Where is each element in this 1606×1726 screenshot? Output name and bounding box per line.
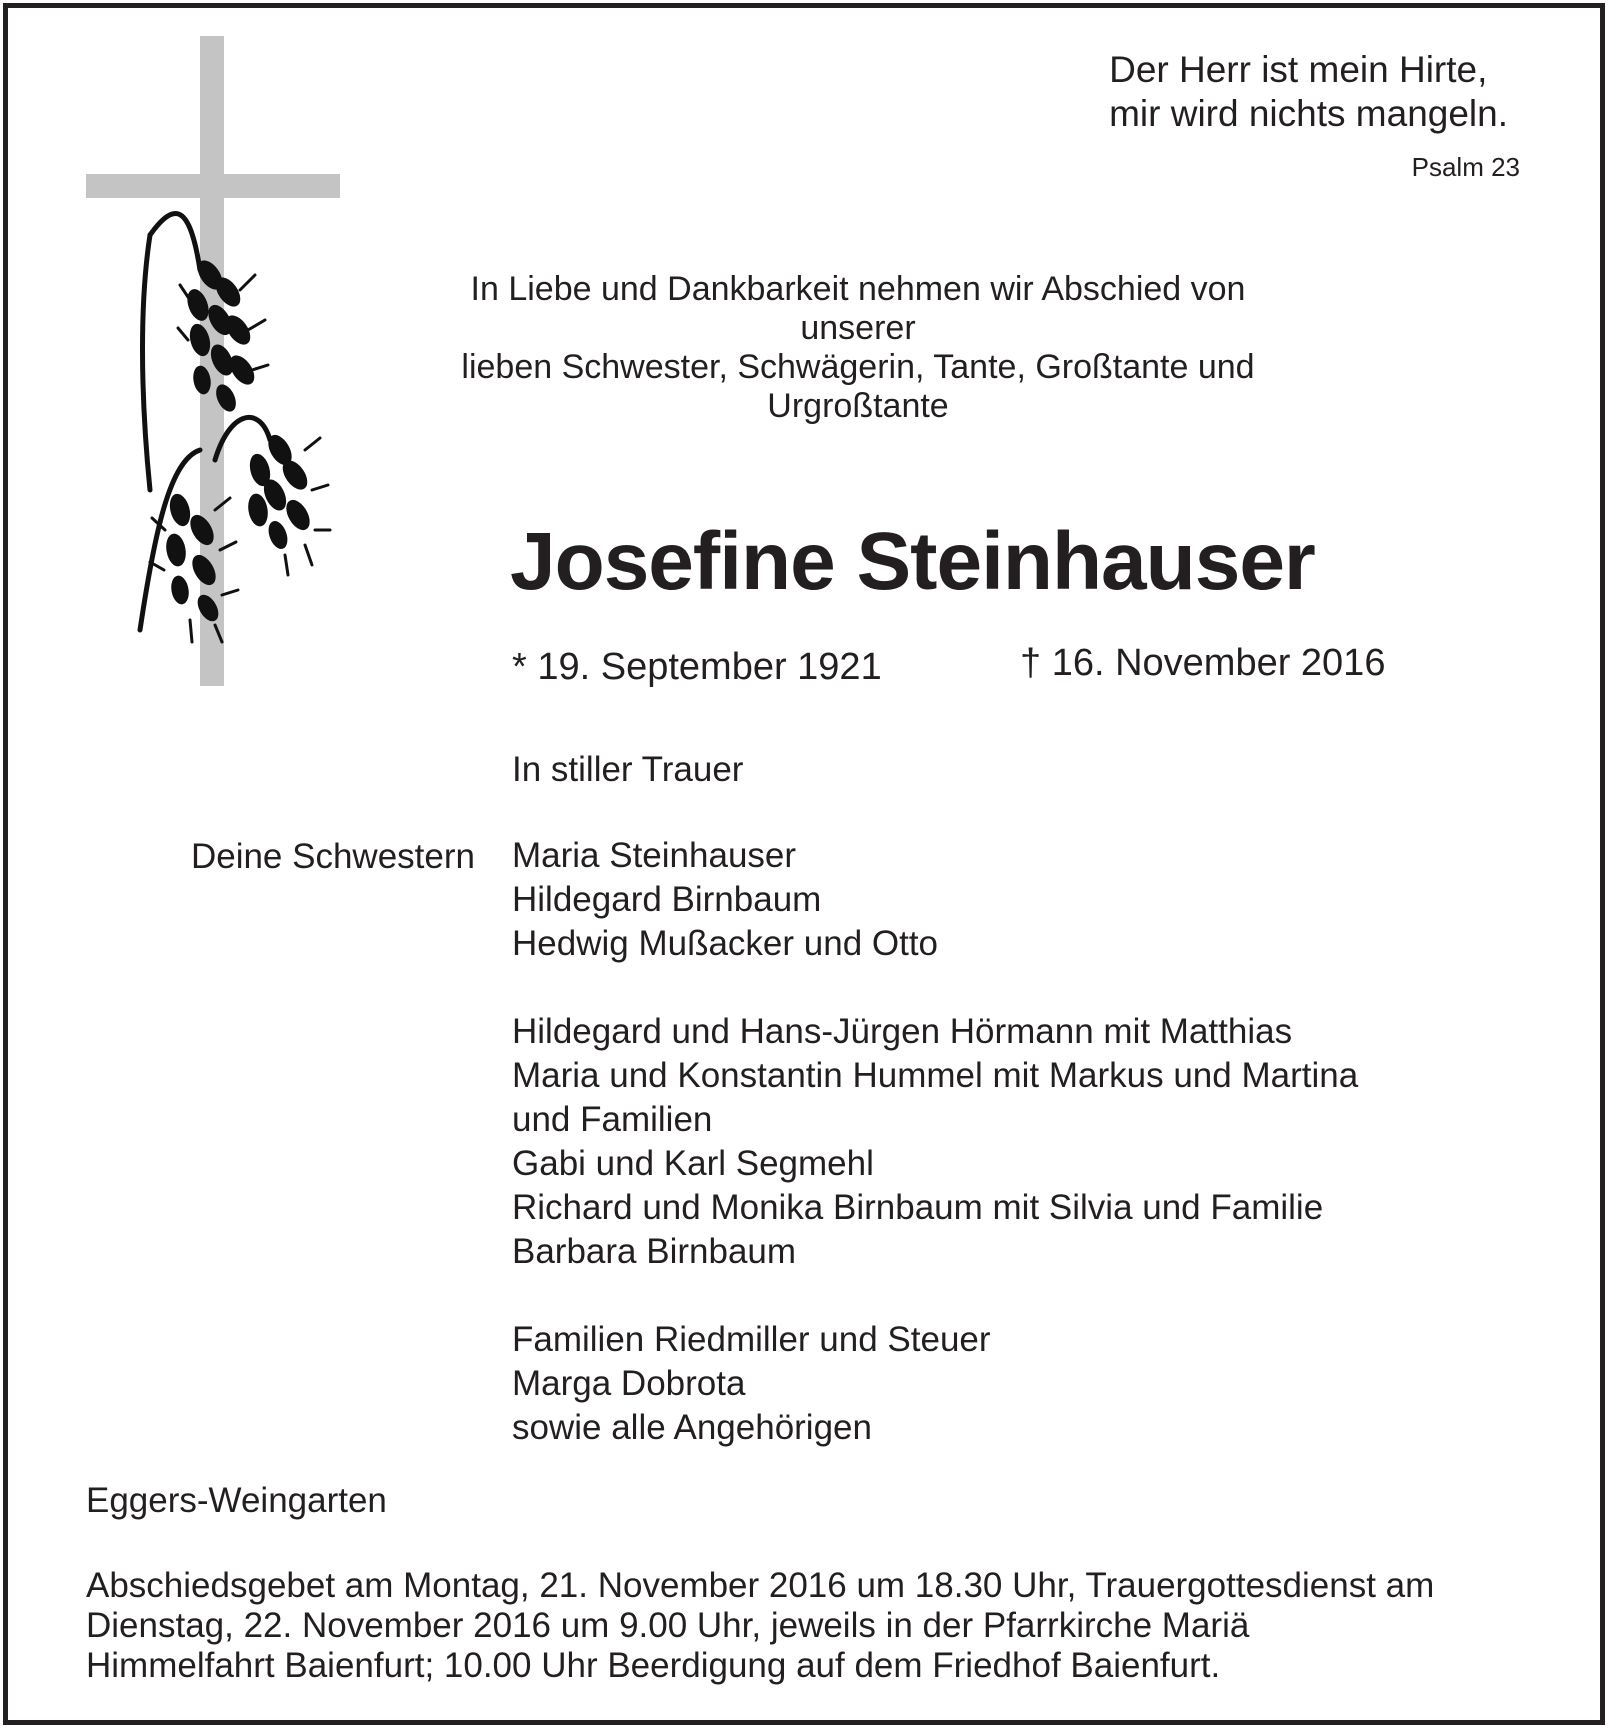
- mourner-line: Gabi und Karl Segmehl: [512, 1144, 874, 1183]
- wheat-icon: [140, 213, 330, 642]
- mourners-list: [512, 834, 1358, 1450]
- mourner-line: Maria Steinhauser: [512, 836, 797, 875]
- psalm-quote-line: Der Herr ist mein Hirte,: [1109, 49, 1488, 90]
- mourner-line: und Familien: [512, 1100, 713, 1139]
- spacer: [512, 966, 1358, 1010]
- birth-date: * 19. September 1921: [512, 646, 882, 688]
- mourning-phrase: In stiller Trauer: [512, 750, 744, 789]
- mourner-line: Hedwig Mußacker und Otto: [512, 924, 939, 963]
- cross-wheat-emblem: [80, 30, 360, 690]
- service-line: Dienstag, 22. November 2016 um 9.00 Uhr, jeweils in der Pfarrkirche Mariä: [86, 1606, 1250, 1645]
- deceased-name: Josefine Steinhauser: [510, 516, 1315, 607]
- intro-line: Urgroßtante: [767, 387, 949, 425]
- mourner-line: Richard und Monika Birnbaum mit Silvia und Familie: [512, 1188, 1324, 1227]
- service-line: Abschiedsgebet am Montag, 21. November 2016 um 18.30 Uhr, Trauergottesdienst am: [86, 1566, 1435, 1605]
- mourner-line: Marga Dobrota: [512, 1364, 746, 1403]
- mourner-line: Barbara Birnbaum: [512, 1232, 797, 1271]
- intro-line: In Liebe und Dankbarkeit nehmen wir Abschied von unserer: [470, 270, 1246, 347]
- psalm-quote: [1109, 48, 1508, 136]
- sisters-label: Deine Schwestern: [190, 837, 475, 876]
- mourner-line: sowie alle Angehörigen: [512, 1408, 872, 1447]
- service-info: [86, 1566, 1556, 1686]
- mourner-line: Maria und Konstantin Hummel mit Markus und Martina: [512, 1056, 1359, 1095]
- death-date: † 16. November 2016: [1020, 642, 1386, 684]
- mourner-line: Hildegard Birnbaum: [512, 880, 822, 919]
- mourner-line: Hildegard und Hans-Jürgen Hörmann mit Matthias: [512, 1012, 1293, 1051]
- service-line: Himmelfahrt Baienfurt; 10.00 Uhr Beerdigung auf dem Friedhof Baienfurt.: [86, 1646, 1221, 1685]
- psalm-quote-line: mir wird nichts mangeln.: [1109, 93, 1508, 134]
- intro-line: lieben Schwester, Schwägerin, Tante, Großtante und: [461, 348, 1255, 386]
- mourner-line: Familien Riedmiller und Steuer: [512, 1320, 991, 1359]
- psalm-reference: Psalm 23: [1411, 152, 1520, 182]
- place-name: Eggers-Weingarten: [86, 1481, 387, 1520]
- intro-text: [440, 270, 1276, 426]
- spacer: [512, 1274, 1358, 1318]
